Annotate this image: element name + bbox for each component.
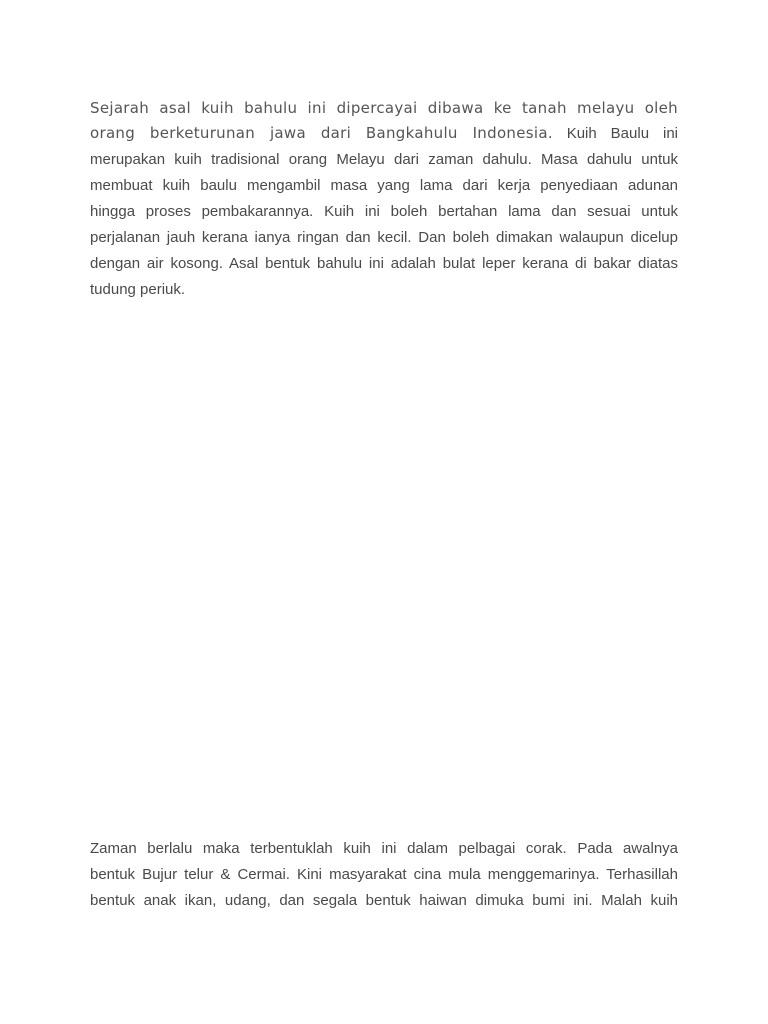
- text-line: dengan air kosong. Asal bentuk bahulu ini adalah bulat leper kerana di bakar diatas: [90, 255, 678, 272]
- text-line: perjalanan jauh kerana ianya ringan dan kecil. Dan boleh dimakan walaupun dicelup: [90, 229, 678, 246]
- text-line: Sejarah asal kuih bahulu ini dipercayai dibawa ke tanah melayu oleh: [90, 99, 678, 117]
- text-line: membuat kuih baulu mengambil masa yang lama dari kerja penyediaan adunan: [90, 177, 678, 194]
- text-line: Zaman berlalu maka terbentuklah kuih ini dalam pelbagai corak. Pada awalnya: [90, 840, 678, 857]
- text-line: merupakan kuih tradisional orang Melayu dari zaman dahulu. Masa dahulu untuk: [90, 151, 678, 168]
- text-line-lead: orang berketurunan jawa dari Bangkahulu Indonesia.: [90, 124, 553, 142]
- paragraph-evolution: [90, 836, 678, 914]
- text-line-mixed: [90, 121, 678, 147]
- text-line: bentuk Bujur telur & Cermai. Kini masyarakat cina mula menggemarinya. Terhasillah: [90, 866, 678, 883]
- text-line-tail: Kuih Baulu ini: [566, 125, 678, 142]
- text-line: hingga proses pembakarannya. Kuih ini boleh bertahan lama dan sesuai untuk: [90, 203, 678, 220]
- text-line: bentuk anak ikan, udang, dan segala bentuk haiwan dimuka bumi ini. Malah kuih: [90, 892, 678, 909]
- text-line: tudung periuk.: [90, 281, 186, 298]
- paragraph-history: [90, 96, 678, 303]
